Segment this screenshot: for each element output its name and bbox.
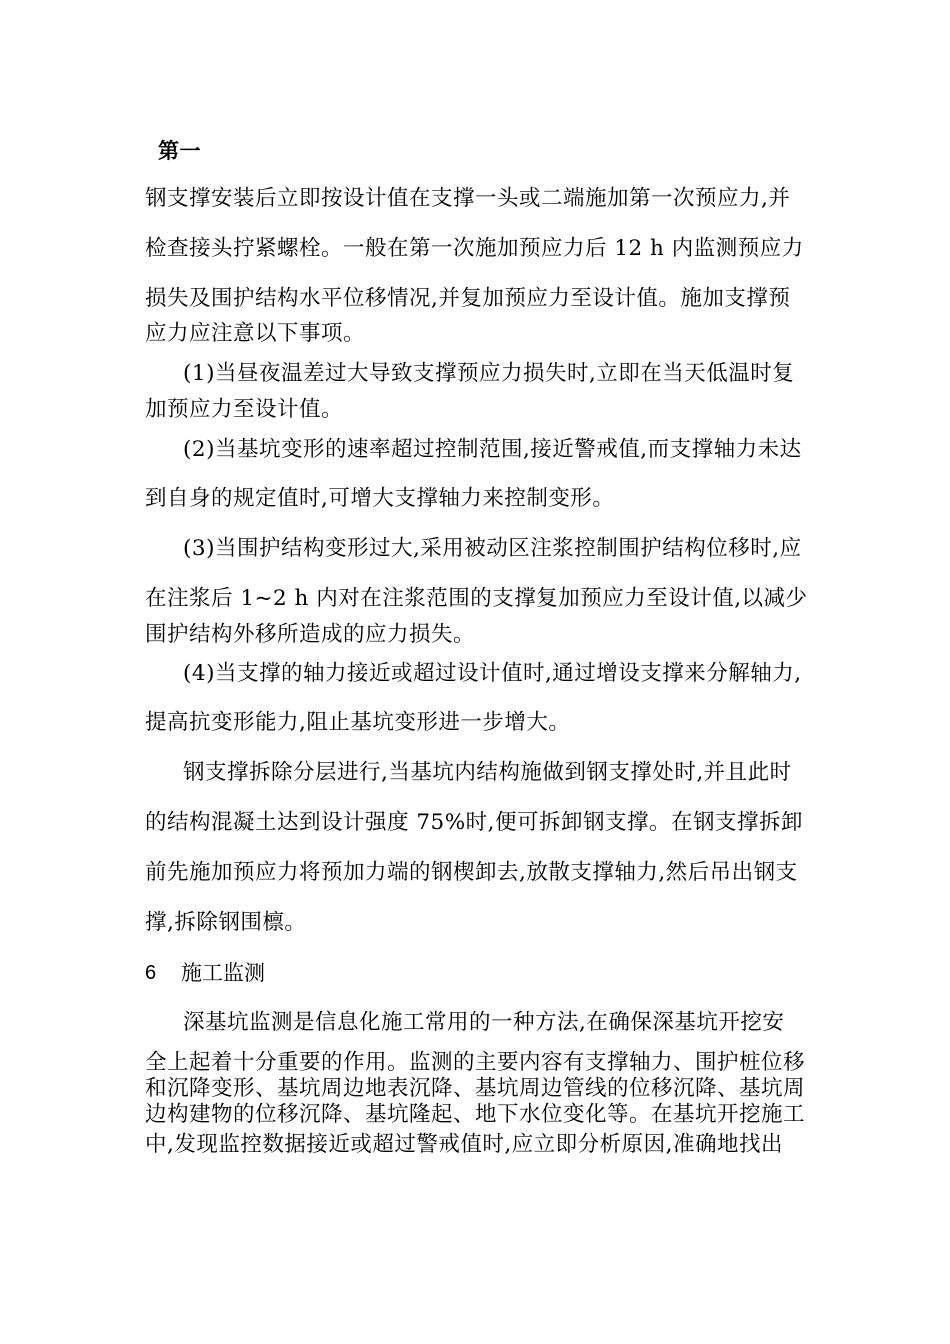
paragraph-line: 深基坑监测是信息化施工常用的一种方法,在确保深基坑开挖安 (183, 1010, 785, 1035)
paragraph-line: 钢支撑安装后立即按设计值在支撑一头或二端施加第一次预应力,并 (145, 186, 791, 211)
section-title: 施工监测 (181, 961, 265, 985)
list-item-line: 加预应力至设计值。 (145, 397, 344, 422)
list-item-line: 围护结构外移所造成的应力损失。 (145, 622, 476, 647)
paragraph-line: 应力应注意以下事项。 (145, 321, 366, 346)
list-item-line: 在注浆后 1~2 h 内对在注浆范围的支撑复加预应力至设计值,以减少 (145, 586, 808, 611)
list-item-line: (1)当昼夜温差过大导致支撑预应力损失时,立即在当天低温时复 (183, 361, 795, 386)
paragraph-line: 损失及围护结构水平位移情况,并复加预应力至设计值。施加支撑预 (145, 286, 791, 311)
paragraph-line: 边构建物的位移沉降、基坑隆起、地下水位变化等。在基坑开挖施工 (145, 1102, 806, 1127)
list-item-line: 提高抗变形能力,阻止基坑变形进一步增大。 (145, 710, 571, 735)
paragraph-line: 和沉降变形、基坑周边地表沉降、基坑周边管线的位移沉降、基坑周 (145, 1076, 806, 1101)
list-item-line: (3)当围护结构变形过大,采用被动区注浆控制围护结构位移时,应 (183, 536, 802, 561)
list-item-line: 到自身的规定值时,可增大支撑轴力来控制变形。 (145, 486, 615, 511)
paragraph-line: 撑,拆除钢围檩。 (145, 910, 307, 935)
heading: 第一 (158, 139, 201, 163)
paragraph-line: 中,发现监控数据接近或超过警戒值时,应立即分析原因,准确地找出 (145, 1132, 784, 1157)
paragraph-line: 全上起着十分重要的作用。监测的主要内容有支撑轴力、围护桩位移 (145, 1050, 806, 1075)
paragraph-line: 钢支撑拆除分层进行,当基坑内结构施做到钢支撑处时,并且此时 (183, 760, 792, 785)
section-number: 6 (145, 962, 157, 984)
list-item-line: (4)当支撑的轴力接近或超过设计值时,通过增设支撑来分解轴力, (183, 661, 802, 686)
paragraph-line: 的结构混凝土达到设计强度 75%时,便可拆卸钢支撑。在钢支撑拆卸 (145, 810, 803, 835)
paragraph-line: 检查接头拧紧螺栓。一般在第一次施加预应力后 12 h 内监测预应力 (145, 236, 804, 261)
list-item-line: (2)当基坑变形的速率超过控制范围,接近警戒值,而支撑轴力未达 (183, 437, 802, 462)
paragraph-line: 前先施加预应力将预加力端的钢楔卸去,放散支撑轴力,然后吊出钢支 (145, 860, 798, 885)
